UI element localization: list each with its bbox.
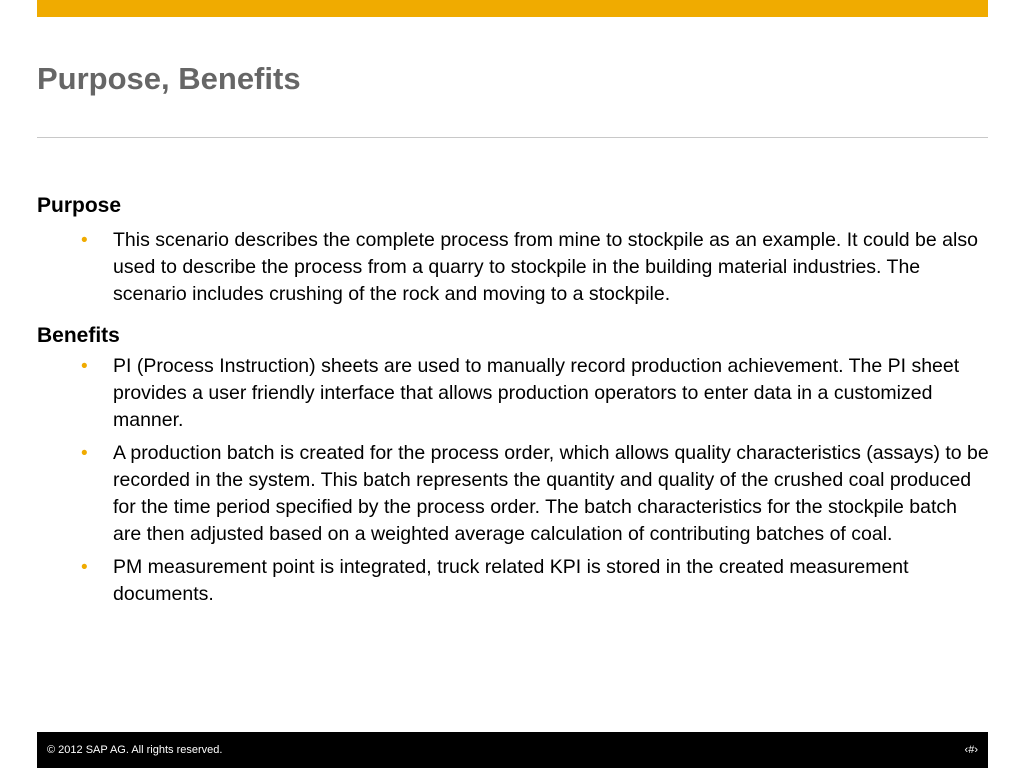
purpose-bullet-text: This scenario describes the complete process from mine to stockpile as an example. It could be also used to describe the process from a quarry to stockpile in the building material industries. The scenario includes crushing of the rock and moving to a stockpile. [113, 229, 978, 305]
slide-content [37, 192, 989, 608]
purpose-bullet-item [37, 227, 989, 308]
top-accent-bar [37, 0, 988, 17]
purpose-section [37, 192, 989, 308]
benefits-heading: Benefits [37, 324, 120, 347]
benefits-section [37, 322, 989, 608]
benefits-bullet-text: A production batch is created for the process order, which allows quality characteristics (assays) to be recorded in the system. This batch represents the quantity and quality of the crushed coal produced for the time period specified by the process order. The batch characteristics for the stockpile batch are then adjusted based on a weighted average calculation of contributing batches of coal. [113, 442, 989, 545]
footer-copyright: © 2012 SAP AG. All rights reserved. [47, 744, 223, 756]
bullet-icon: • [81, 443, 88, 464]
benefits-bullet-text: PI (Process Instruction) sheets are used to manually record production achievement. The PI sheet provides a user friendly interface that allows production operators to enter data in a customized manner. [113, 355, 960, 431]
bullet-icon: • [81, 557, 88, 578]
bullet-icon: • [81, 230, 88, 251]
benefits-bullet-text: PM measurement point is integrated, truck related KPI is stored in the created measurement documents. [113, 556, 909, 605]
benefits-bullet-list [37, 353, 989, 608]
benefits-bullet-item [37, 554, 989, 608]
bullet-icon: • [81, 356, 88, 377]
slide-title: Purpose, Benefits [37, 61, 301, 96]
benefits-bullet-item [37, 440, 989, 548]
purpose-bullet-list [37, 227, 989, 308]
footer-page-number: ‹#› [964, 744, 978, 756]
title-divider [37, 137, 988, 138]
footer-bar [37, 732, 988, 768]
purpose-heading: Purpose [37, 194, 122, 217]
benefits-bullet-item [37, 353, 989, 434]
